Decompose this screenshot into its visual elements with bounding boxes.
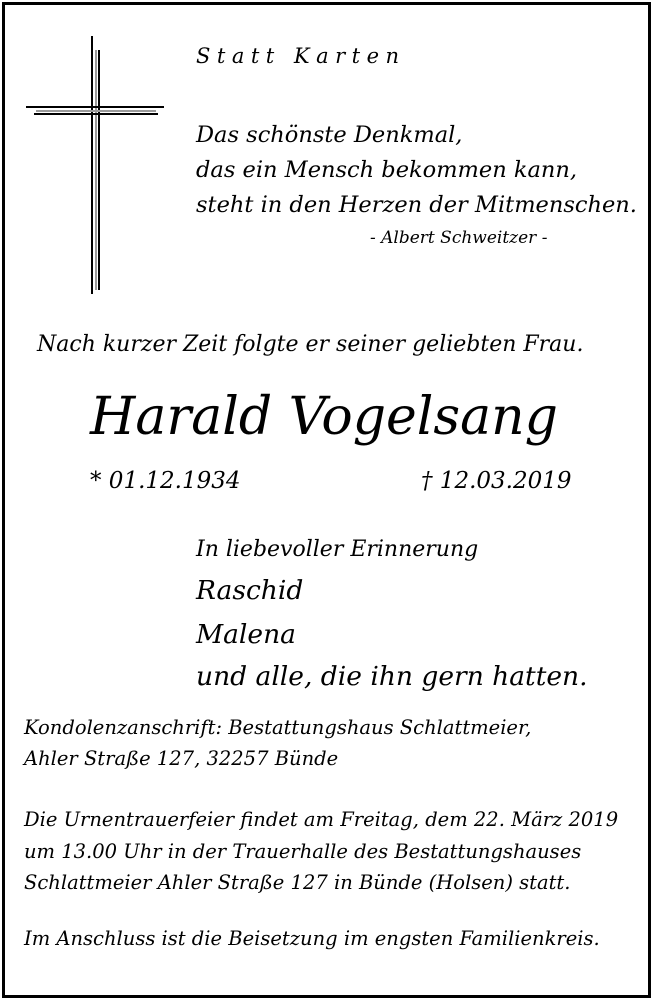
ceremony-line: um 13.00 Uhr in der Trauerhalle des Bestattungshauses	[24, 840, 582, 863]
burial-note: Im Anschluss ist die Beisetzung im engsten Familienkreis.	[24, 927, 600, 950]
ceremony-line: Die Urnentrauerfeier findet am Freitag, dem 22. März 2019	[24, 808, 619, 831]
statt-karten-heading: Statt Karten	[196, 44, 406, 68]
ceremony-line: Schlattmeier Ahler Straße 127 in Bünde (Holsen) statt.	[24, 871, 571, 894]
birth-date: * 01.12.1934	[90, 468, 241, 494]
memory-intro: In liebevoller Erinnerung	[196, 537, 479, 562]
deceased-name: Harald Vogelsang	[90, 387, 558, 447]
quote-line: steht in den Herzen der Mitmenschen.	[196, 192, 637, 218]
mourner-name: und alle, die ihn gern hatten.	[196, 661, 588, 692]
death-date: † 12.03.2019	[421, 468, 572, 494]
quote-author: - Albert Schweitzer -	[370, 228, 548, 248]
condolence-address-line: Ahler Straße 127, 32257 Bünde	[24, 747, 339, 770]
mourner-name: Raschid	[196, 575, 304, 606]
quote-line: Das schönste Denkmal,	[196, 122, 463, 148]
condolence-address-line: Kondolenzanschrift: Bestattungshaus Schlattmeier,	[24, 716, 532, 739]
quote-line: das ein Mensch bekommen kann,	[196, 157, 578, 183]
cross-icon	[26, 36, 166, 296]
mourner-name: Malena	[196, 619, 296, 650]
intro-text: Nach kurzer Zeit folgte er seiner geliebten Frau.	[37, 332, 584, 357]
